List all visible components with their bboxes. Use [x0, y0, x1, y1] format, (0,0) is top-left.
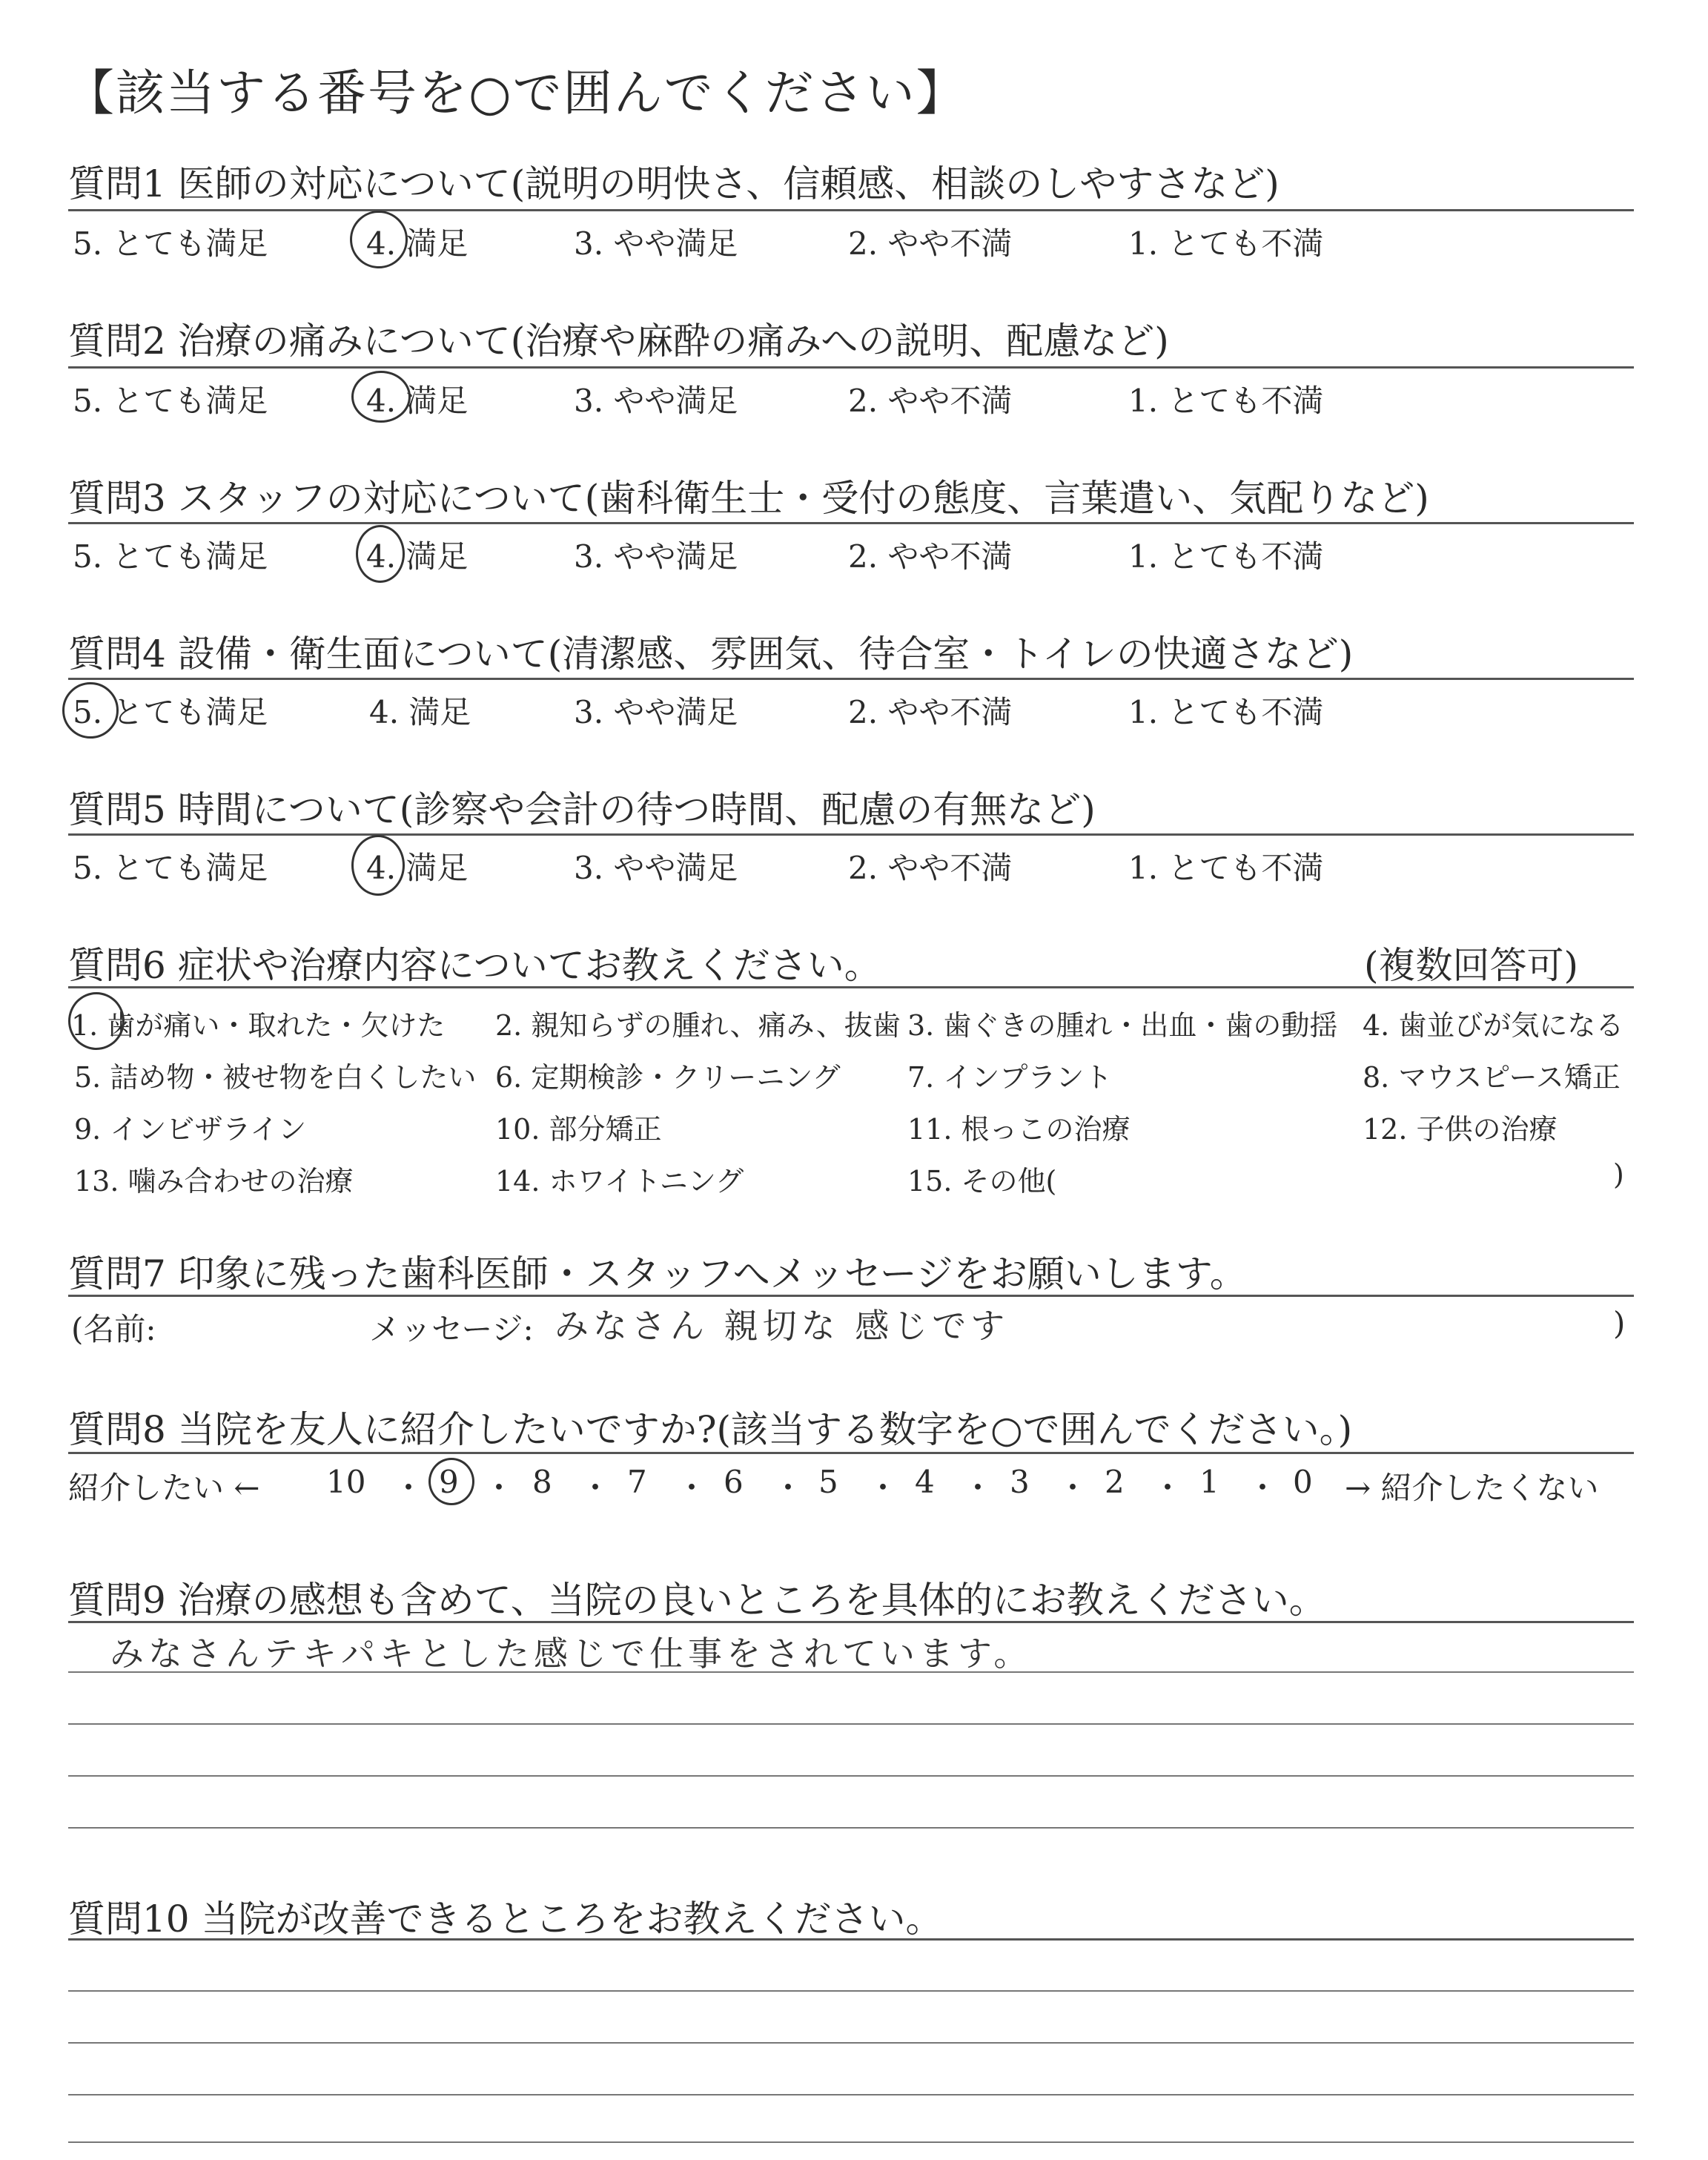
option-2[interactable]: 2. やや不満 — [848, 850, 1013, 886]
q6-item-8[interactable]: 8. マウスピース矯正 — [1363, 1061, 1621, 1094]
question-4-rule — [68, 678, 1634, 680]
q6-item-1[interactable]: 1. 歯が痛い・取れた・欠けた — [71, 1009, 446, 1042]
message-label: メッセージ: — [369, 1311, 534, 1347]
question-1-label: 質問1 医師の対応について(説明の明快さ、信頼感、相談のしやすさなど) — [68, 162, 1280, 205]
answer-line — [68, 1723, 1634, 1725]
scale-sep: ・ — [867, 1470, 899, 1506]
question-5-rule — [68, 833, 1634, 836]
scale-2[interactable]: 2 — [1105, 1464, 1125, 1500]
option-3[interactable]: 3. やや満足 — [574, 850, 738, 886]
selection-circle — [68, 992, 125, 1050]
selection-circle — [350, 211, 408, 268]
option-3[interactable]: 3. やや満足 — [574, 694, 738, 730]
question-3-label: 質問3 スタッフの対応について(歯科衛生士・受付の態度、言葉遣い、気配りなど) — [68, 477, 1429, 520]
q6-item-14[interactable]: 14. ホワイトニング — [495, 1165, 744, 1198]
q6-other-close: ) — [1613, 1158, 1624, 1191]
option-4[interactable]: 4. 満足 — [366, 225, 469, 262]
scale-sep: ・ — [676, 1470, 708, 1506]
option-2[interactable]: 2. やや不満 — [848, 538, 1013, 575]
question-5-label: 質問5 時間について(診察や会計の待つ時間、配慮の有無など) — [68, 788, 1096, 831]
option-1[interactable]: 1. とても不満 — [1128, 694, 1324, 730]
message-close: ) — [1613, 1305, 1626, 1341]
scale-3[interactable]: 3 — [1010, 1464, 1030, 1500]
option-2[interactable]: 2. やや不満 — [848, 383, 1013, 419]
answer-line — [68, 2141, 1634, 2143]
q9-answer[interactable]: みなさんテキパキとした感じで仕事をされています。 — [110, 1634, 1033, 1674]
question-8-rule — [68, 1452, 1634, 1454]
selection-circle — [62, 682, 119, 739]
option-4[interactable]: 4. 満足 — [369, 694, 471, 730]
scale-sep: ・ — [483, 1470, 515, 1506]
q6-item-6[interactable]: 6. 定期検診・クリーニング — [495, 1061, 841, 1094]
scale-5[interactable]: 5 — [818, 1464, 838, 1500]
scale-sep: ・ — [1247, 1470, 1279, 1506]
option-4[interactable]: 4. 満足 — [366, 850, 469, 886]
question-3-rule — [68, 522, 1634, 524]
scale-6[interactable]: 6 — [724, 1464, 744, 1500]
option-2[interactable]: 2. やや不満 — [848, 694, 1013, 730]
scale-sep: ・ — [580, 1470, 612, 1506]
question-4-label: 質問4 設備・衛生面について(清潔感、雰囲気、待合室・トイレの快適さなど) — [68, 633, 1354, 676]
question-6-rule — [68, 986, 1634, 988]
question-10-rule — [68, 1938, 1634, 1941]
answer-line — [68, 1775, 1634, 1777]
option-5[interactable]: 5. とても満足 — [73, 383, 268, 419]
form-title: 【該当する番号を○で囲んでください】 — [65, 65, 967, 122]
answer-line — [68, 1990, 1634, 1992]
scale-10[interactable]: 10 — [326, 1464, 366, 1500]
option-4[interactable]: 4. 満足 — [366, 538, 469, 575]
scale-7[interactable]: 7 — [627, 1464, 647, 1500]
scale-0[interactable]: 0 — [1293, 1464, 1313, 1500]
scale-sep: ・ — [962, 1470, 994, 1506]
option-1[interactable]: 1. とても不満 — [1128, 850, 1324, 886]
option-5[interactable]: 5. とても満足 — [73, 694, 268, 730]
answer-line — [68, 2094, 1634, 2095]
q6-item-3[interactable]: 3. 歯ぐきの腫れ・出血・歯の動揺 — [907, 1009, 1338, 1042]
scale-sep: ・ — [1057, 1470, 1089, 1506]
q6-item-4[interactable]: 4. 歯並びが気になる — [1363, 1009, 1624, 1042]
name-label: (名前: — [71, 1311, 156, 1347]
q6-item-13[interactable]: 13. 噛み合わせの治療 — [74, 1165, 354, 1198]
scale-9[interactable]: 9 — [439, 1464, 459, 1500]
question-6-note: (複数回答可) — [1364, 944, 1579, 987]
answer-line — [68, 1827, 1634, 1829]
q6-item-5[interactable]: 5. 詰め物・被せ物を白くしたい — [74, 1061, 477, 1094]
q6-item-12[interactable]: 12. 子供の治療 — [1363, 1113, 1558, 1146]
option-1[interactable]: 1. とても不満 — [1128, 538, 1324, 575]
option-1[interactable]: 1. とても不満 — [1128, 225, 1324, 262]
q6-item-9[interactable]: 9. インビザライン — [74, 1113, 307, 1146]
question-7-rule — [68, 1295, 1634, 1297]
question-9-rule — [68, 1621, 1634, 1623]
scale-sep: ・ — [393, 1470, 425, 1506]
option-5[interactable]: 5. とても満足 — [73, 225, 268, 262]
q6-item-2[interactable]: 2. 親知らずの腫れ、痛み、抜歯 — [495, 1009, 901, 1042]
q6-item-10[interactable]: 10. 部分矯正 — [495, 1113, 662, 1146]
recommend-left-label: 紹介したい ← — [68, 1470, 260, 1506]
question-6-label: 質問6 症状や治療内容についてお教えください。 — [68, 944, 881, 987]
option-4[interactable]: 4. 満足 — [366, 383, 469, 419]
q6-item-15[interactable]: 15. その他( — [907, 1165, 1057, 1198]
scale-sep: ・ — [1152, 1470, 1184, 1506]
option-3[interactable]: 3. やや満足 — [574, 225, 738, 262]
question-2-rule — [68, 366, 1634, 369]
question-1-rule — [68, 209, 1634, 211]
selection-circle — [351, 371, 411, 423]
scale-8[interactable]: 8 — [532, 1464, 552, 1500]
option-5[interactable]: 5. とても満足 — [73, 538, 268, 575]
question-7-label: 質問7 印象に残った歯科医師・スタッフへメッセージをお願いします。 — [68, 1252, 1247, 1295]
option-3[interactable]: 3. やや満足 — [574, 383, 738, 419]
answer-line — [68, 1671, 1634, 1673]
question-8-label: 質問8 当院を友人に紹介したいですか?(該当する数字を○で囲んでください。) — [68, 1408, 1353, 1451]
selection-circle — [428, 1458, 474, 1505]
option-5[interactable]: 5. とても満足 — [73, 850, 268, 886]
q6-item-11[interactable]: 11. 根っこの治療 — [907, 1113, 1131, 1146]
question-9-label: 質問9 治療の感想も含めて、当院の良いところを具体的にお教えください。 — [68, 1579, 1326, 1622]
recommend-right-label: → 紹介したくない — [1345, 1470, 1599, 1506]
scale-4[interactable]: 4 — [915, 1464, 935, 1500]
scale-sep: ・ — [772, 1470, 804, 1506]
scale-1[interactable]: 1 — [1199, 1464, 1219, 1500]
question-10-label: 質問10 当院が改善できるところをお教えください。 — [68, 1898, 943, 1941]
answer-line — [68, 2042, 1634, 2044]
question-2-label: 質問2 治療の痛みについて(治療や麻酔の痛みへの説明、配慮など) — [68, 320, 1169, 363]
selection-circle — [351, 835, 405, 896]
option-1[interactable]: 1. とても不満 — [1128, 383, 1324, 419]
selection-circle — [356, 525, 405, 583]
q6-item-7[interactable]: 7. インプラント — [907, 1061, 1113, 1094]
option-3[interactable]: 3. やや満足 — [574, 538, 738, 575]
option-2[interactable]: 2. やや不満 — [848, 225, 1013, 262]
message-answer[interactable]: みなさん 親切な 感じです — [555, 1306, 1010, 1346]
